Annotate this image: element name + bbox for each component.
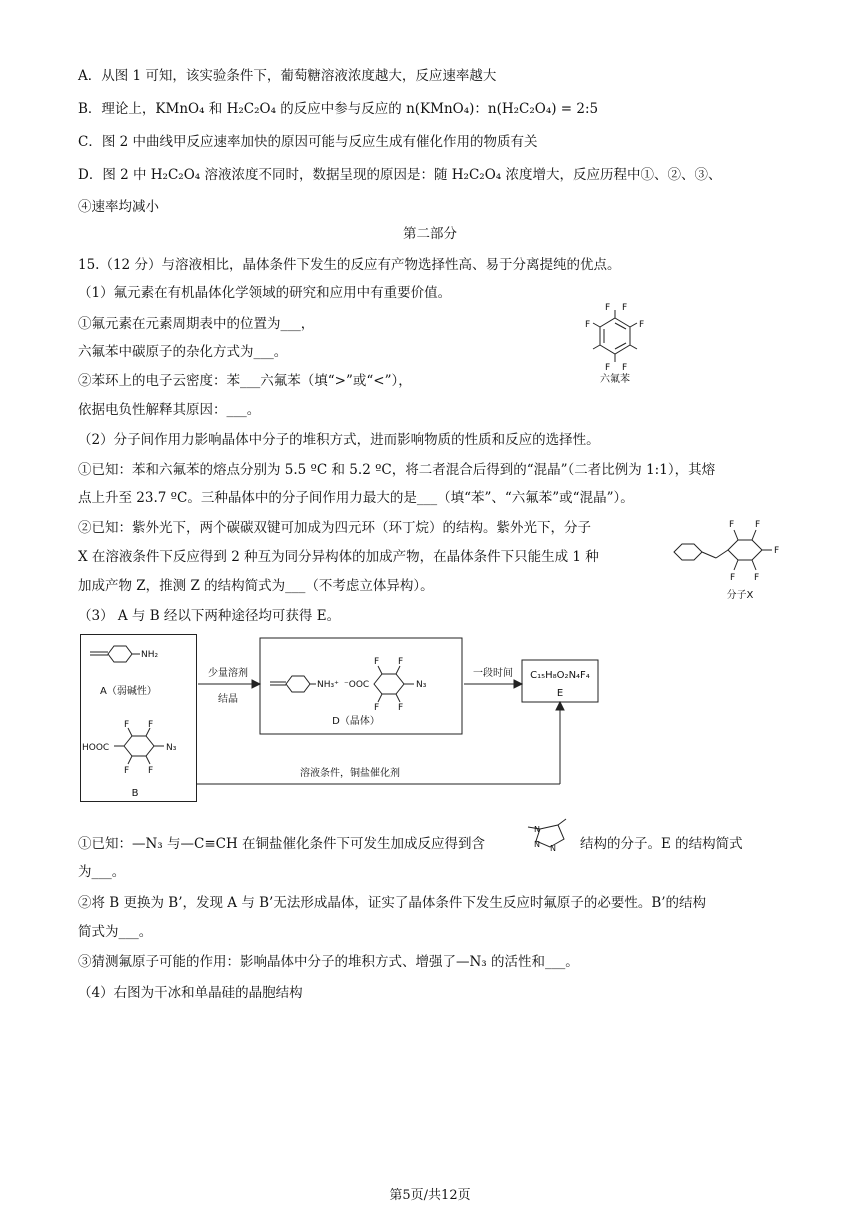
q15-part2-item2-b: X 在溶液条件下反应得到 2 种互为同分异构体的加成产物，在晶体条件下只能生成 1 种 <box>78 549 599 565</box>
d-ooc: ⁻OOC <box>344 680 370 690</box>
svg-text:F: F <box>148 720 154 730</box>
svg-text:N: N <box>534 825 540 834</box>
b-hooc: HOOC <box>82 743 110 753</box>
step1-top: 少量溶剂 <box>208 668 248 679</box>
svg-text:F: F <box>774 546 780 556</box>
label-d: D（晶体） <box>332 716 380 727</box>
q15-part1-item2: ②苯环上的电子云密度：苯___六氟苯（填“>”或“<”）， <box>78 373 412 389</box>
svg-text:F: F <box>148 766 154 776</box>
molecule-x-caption: 分子X <box>726 590 754 601</box>
option-c: C．图 2 中曲线甲反应速率加快的原因可能与反应生成有催化作用的物质有关 <box>78 134 538 150</box>
q15-intro: 15.（12 分）与溶液相比，晶体条件下发生的反应有产物选择性高、易于分离提纯的优点。 <box>78 257 621 273</box>
label-e: E <box>556 688 564 699</box>
q15-part1-item1: ①氟元素在元素周期表中的位置为___， <box>78 316 315 332</box>
option-a: A．从图 1 可知，该实验条件下，葡萄糖溶液浓度越大，反应速率越大 <box>78 68 497 84</box>
svg-text:F: F <box>639 320 645 330</box>
svg-text:F: F <box>755 520 761 530</box>
e-formula: C₁₅H₈O₂N₄F₄ <box>530 670 590 681</box>
label-a: A（弱碱性） <box>100 686 157 697</box>
d-nh3: NH₃⁺ <box>317 680 339 690</box>
q15-part2-item1-b: 点上升至 23.7 ºC。三种晶体中的分子间作用力最大的是___（填“苯”、“六氟苯”或“混晶”）。 <box>78 490 634 506</box>
option-d-line1: D．图 2 中 H₂C₂O₄ 溶液浓度不同时，数据呈现的原因是：随 H₂C₂O₄ 浓度增大，反应历程中①、②、③、 <box>78 167 722 183</box>
svg-text:F: F <box>398 657 404 667</box>
molecule-x-structure <box>664 512 794 604</box>
svg-text:N: N <box>534 840 540 849</box>
q15-part4-title: （4）右图为干冰和单晶硅的晶胞结构 <box>78 985 303 1001</box>
svg-text:F: F <box>605 303 611 313</box>
hexafluorobenzene-caption: 六氟苯 <box>600 374 630 385</box>
q15-part3-item2-a: ②将 B 更换为 B’，发现 A 与 B’无法形成晶体，证实了晶体条件下发生反应时氟原子的必要性。B’的结构 <box>78 895 707 911</box>
svg-text:F: F <box>729 520 735 530</box>
svg-text:F: F <box>374 703 380 713</box>
svg-text:F: F <box>585 320 591 330</box>
svg-text:N: N <box>550 844 556 853</box>
bottom-path-label: 溶液条件，铜盐催化剂 <box>300 768 400 779</box>
svg-text:F: F <box>622 303 628 313</box>
svg-text:F: F <box>754 573 760 583</box>
q15-part1-item2-b: 依据电负性解释其原因：___。 <box>78 402 261 418</box>
q15-part2-title: （2）分子间作用力影响晶体中分子的堆积方式，进而影响物质的性质和反应的选择性。 <box>78 432 600 448</box>
svg-text:F: F <box>374 657 380 667</box>
q15-part3-item1-b: 为___。 <box>78 864 126 880</box>
page-footer: 第5页/共12页 <box>389 1188 471 1203</box>
option-d-line2: ④速率均减小 <box>78 199 159 215</box>
svg-text:F: F <box>605 363 611 373</box>
reaction-scheme <box>80 634 600 806</box>
q15-part3-title: （3） A 与 B 经以下两种途径均可获得 E。 <box>78 608 341 624</box>
step1-bottom: 结晶 <box>218 694 238 705</box>
scheme-drawing <box>80 634 600 806</box>
q15-part1-item1-b: 六氟苯中碳原子的杂化方式为___。 <box>78 344 288 360</box>
label-b: B <box>131 788 139 799</box>
triazole-structure <box>520 815 578 855</box>
svg-text:F: F <box>622 363 628 373</box>
svg-text:F: F <box>124 766 130 776</box>
q15-part2-item2-c: 加成产物 Z，推测 Z 的结构简式为___（不考虑立体异构）。 <box>78 578 434 594</box>
svg-text:F: F <box>124 720 130 730</box>
section-title: 第二部分 <box>403 226 457 242</box>
q15-part3-item3: ③猜测氟原子可能的作用：影响晶体中分子的堆积方式、增强了—N₃ 的活性和___。 <box>78 954 579 970</box>
q15-part1-title: （1）氟元素在有机晶体化学领域的研究和应用中有重要价值。 <box>78 285 452 301</box>
svg-text:F: F <box>398 703 404 713</box>
step2: 一段时间 <box>473 668 513 679</box>
q15-part2-item1-a: ①已知：苯和六氟苯的熔点分别为 5.5 ºC 和 5.2 ºC，将二者混合后得到的“混晶”（二者比例为 1:1），其熔 <box>78 462 716 478</box>
q15-part3-item1-a: ①已知：—N₃ 与—C≡CH 在铜盐催化条件下可发生加成反应得到含 <box>78 836 486 852</box>
a-nh2: NH₂ <box>141 650 159 660</box>
q15-part3-item1-a2: 结构的分子。E 的结构简式 <box>580 836 743 852</box>
q15-part3-item2-b: 简式为___。 <box>78 924 153 940</box>
option-b: B．理论上，KMnO₄ 和 H₂C₂O₄ 的反应中参与反应的 n(KMnO₄)：n(H₂C₂O₄) = 2:5 <box>78 101 599 117</box>
svg-text:F: F <box>730 573 736 583</box>
hexafluorobenzene-structure <box>570 298 660 388</box>
b-n3: N₃ <box>166 743 177 753</box>
q15-part2-item2-a: ②已知：紫外光下，两个碳碳双键可加成为四元环（环丁烷）的结构。紫外光下，分子 <box>78 520 591 536</box>
d-n3: N₃ <box>416 680 427 690</box>
